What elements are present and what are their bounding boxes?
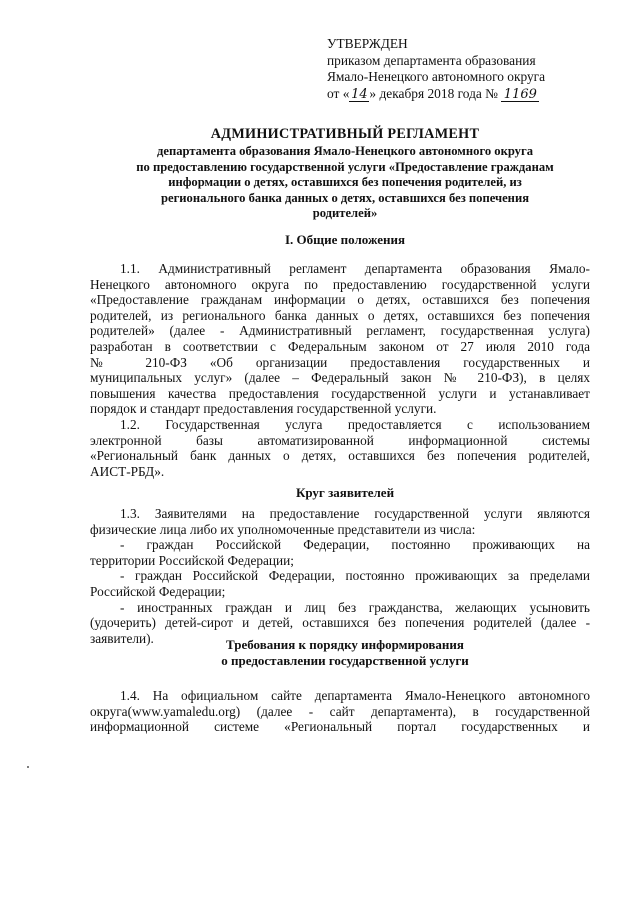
text-line: «Предоставление гражданам информации о детях, оставшихся без попечения bbox=[90, 292, 590, 308]
regulation-subtitle bbox=[90, 144, 600, 222]
text-line: 1.1. Административный регламент департамента образования Ямало- bbox=[120, 261, 590, 276]
section-heading-information bbox=[90, 637, 600, 668]
text-line: - граждан Российской Федерации, постоянно проживающих на bbox=[120, 537, 590, 553]
text-line: - граждан Российской Федерации, постоянно проживающих за пределами bbox=[120, 568, 590, 584]
text-line: физические лица либо их уполномоченные представители из числа: bbox=[90, 521, 476, 537]
subtitle-line: по предоставлению государственной услуги «Предоставление гражданам bbox=[136, 159, 554, 174]
section-heading-applicants: Круг заявителей bbox=[295, 485, 395, 500]
section-heading-general: I. Общие положения bbox=[285, 232, 405, 247]
text-line: разработан в соответствии с Федеральным законом от 27 июля 2010 года bbox=[90, 338, 590, 354]
paragraph-1-1 bbox=[90, 261, 590, 417]
paragraph-1-2 bbox=[90, 417, 590, 479]
paragraph-1-3 bbox=[90, 506, 590, 646]
subtitle-line: регионального банка данных о детях, оставшихся без попечения bbox=[160, 190, 530, 205]
text-line: информационной системе «Региональный портал государственных и bbox=[90, 719, 590, 735]
text-line: электронной базы автоматизированной информационной системы bbox=[90, 432, 590, 448]
text-line: порядок и стандарт предоставления государственной услуги. bbox=[90, 401, 437, 417]
approval-order-line: приказом департамента образования bbox=[327, 52, 536, 68]
date-middle: » декабря 2018 года № bbox=[369, 85, 498, 101]
text-line: Ненецкого автономного округа по предоставлению государственной услуги bbox=[90, 276, 590, 292]
handwritten-number: 1169 bbox=[501, 88, 539, 102]
heading-line: Требования к порядку информирования bbox=[226, 637, 464, 652]
text-line: муниципальных услуг» (далее – Федеральный закон № 210-ФЗ), в целях bbox=[90, 370, 590, 386]
heading-line: о предоставлении государственной услуги bbox=[221, 652, 469, 668]
text-line: родителей, из регионального банка данных о детях, оставшихся без попечения bbox=[90, 307, 590, 323]
text-line: 1.4. На официальном сайте департамента Ямало-Ненецкого автономного bbox=[120, 688, 590, 703]
text-line: (удочерить) детей-сирот и детей, оставшихся без попечения родителей (далее - bbox=[90, 615, 590, 631]
text-line: «Региональный банк данных о детях, оставшихся без попечения родителей, bbox=[90, 448, 590, 464]
text-line: Российской Федерации; bbox=[90, 583, 226, 599]
text-line: 1.3. Заявителями на предоставление государственной услуги являются bbox=[120, 506, 590, 521]
handwritten-day: 14 bbox=[351, 86, 368, 102]
text-line: 1.2. Государственная услуга предоставляется с использованием bbox=[120, 417, 590, 432]
text-line: округа(www.yamaledu.org) (далее - сайт департамента), в государственной bbox=[90, 703, 590, 719]
date-prefix: от « bbox=[327, 85, 350, 101]
text-line: АИСТ-РБД». bbox=[90, 463, 165, 479]
approval-title: УТВЕРЖДЕН bbox=[327, 36, 408, 51]
text-line: повышения качества предоставления государственной услуги и устанавливает bbox=[90, 385, 590, 401]
paragraph-1-4 bbox=[90, 688, 590, 735]
text-line: территории Российской Федерации; bbox=[90, 552, 294, 568]
subtitle-line: департамента образования Ямало-Ненецкого автономного округа bbox=[156, 144, 533, 158]
text-line: № 210-ФЗ «Об организации предоставления государственных и bbox=[90, 354, 590, 370]
text-line: родителей» (далее - Административный регламент, государственная услуга) bbox=[90, 323, 590, 339]
text-line: заявители). bbox=[90, 630, 154, 646]
scan-speck bbox=[27, 766, 29, 768]
subtitle-line: родителей» bbox=[312, 206, 378, 220]
regulation-title: АДМИНИСТРАТИВНЫЙ РЕГЛАМЕНТ bbox=[210, 126, 480, 142]
subtitle-line: информации о детях, оставшихся без попечения родителей, из bbox=[168, 175, 522, 189]
approval-date-line bbox=[327, 86, 545, 103]
approval-region-line: Ямало-Ненецкого автономного округа bbox=[327, 69, 546, 84]
text-line: - иностранных граждан и лиц без гражданства, желающих усыновить bbox=[120, 599, 590, 615]
approval-block bbox=[327, 36, 545, 102]
